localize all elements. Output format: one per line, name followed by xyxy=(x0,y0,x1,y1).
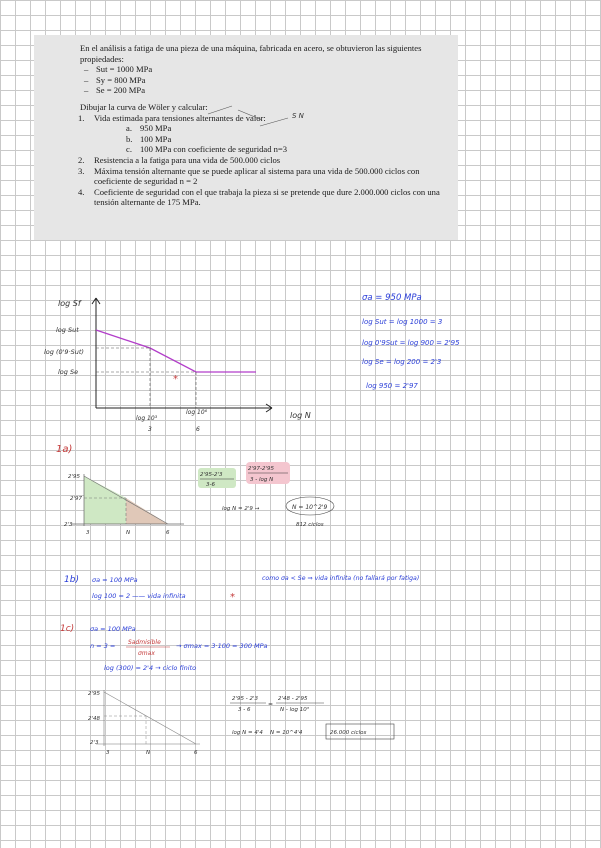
c-eq-result: log N = 4'4 xyxy=(232,730,263,736)
c-eq-bottom-left: 3 - 6 xyxy=(238,707,251,713)
task-number: 4. xyxy=(78,186,85,197)
green-fraction-bg xyxy=(198,468,236,488)
tick-value-3: 3 xyxy=(148,426,152,433)
task-number: 3. xyxy=(78,165,85,176)
tick-2-97: 2'97 xyxy=(70,496,83,502)
right-notes xyxy=(362,293,460,390)
tick-log-sut: log Sut xyxy=(56,326,79,334)
property-item: – Sy = 800 MPa xyxy=(80,75,448,86)
part-1b-line2: log 100 = 2 —— vida infinita xyxy=(92,592,186,600)
subtask-text: 100 MPa con coeficiente de seguridad n=3 xyxy=(140,144,288,155)
part-1c xyxy=(60,624,394,756)
tick-x-6: 6 xyxy=(166,530,170,536)
subtask-number: a. xyxy=(126,123,132,134)
c-tick-x-n: N xyxy=(146,750,151,756)
c-tick-2-3: 2'3 xyxy=(90,740,99,746)
task-text: Máxima tensión alternante que se puede aplicar al sistema para una vida de 500.000 ciclos con coeficiente de seguridad n = 2 xyxy=(94,165,420,187)
tick-value-6: 6 xyxy=(196,426,200,433)
woehler-sketch xyxy=(44,298,311,433)
part-1b-label: 1b) xyxy=(64,575,79,585)
tick-log-10-3: log 10³ xyxy=(136,415,158,422)
part-1c-frac-top: Sadmisible xyxy=(128,639,161,646)
problem-intro: En el análisis a fatiga de una pieza de una máquina, fabricada en acero, se obtuvieron las siguientes propiedades: xyxy=(80,43,422,64)
subtask-text: 950 MPa xyxy=(140,123,172,134)
subtask-text: 100 MPa xyxy=(140,133,172,144)
green-fraction-top: 2'95-2'3 xyxy=(200,472,223,478)
c-eq-top-left: 2'95 - 2'3 xyxy=(232,696,259,702)
part-1a-label: 1a) xyxy=(56,444,73,455)
c-tick-x-6: 6 xyxy=(194,750,198,756)
scribble-arrows xyxy=(208,106,288,126)
tick-log-se: log Se xyxy=(58,368,79,376)
c-eq-result-box: N = 10^4'4 xyxy=(270,730,303,736)
part-1c-label: 1c) xyxy=(60,624,75,634)
task-text: Coeficiente de seguridad con el que trabaja la pieza si se pretende que dure 2.000.000 ciclos con una tensión alternante de 175 MPa. xyxy=(94,186,440,208)
property-item: – Sut = 1000 MPa xyxy=(80,64,448,75)
y-axis-label: log Sf xyxy=(58,299,81,308)
problem-prompt: Dibujar la curva de Wöler y calcular: xyxy=(80,101,208,112)
infinite-life-marker: * xyxy=(173,374,178,385)
tick-x-3: 3 xyxy=(86,530,90,536)
part-1b-marker: * xyxy=(230,592,235,603)
svg-text:=: = xyxy=(268,701,274,708)
subtask-number: c. xyxy=(126,144,132,155)
c-tick-2-48: 2'48 xyxy=(88,716,101,722)
task-text: Vida estimada para tensiones alternantes de valor: xyxy=(94,112,266,123)
result-box: N = 10^2'9 xyxy=(292,504,328,511)
note-log-09sut: log 0'9Sut = log 900 = 2'95 xyxy=(362,339,460,347)
part-1c-line2a: n = 3 = xyxy=(90,642,116,650)
task-number: 2. xyxy=(78,154,85,165)
c-eq-top-right: 2'48 - 2'95 xyxy=(278,696,308,702)
note-log-sut: log Sut = log 1000 = 3 xyxy=(362,318,443,326)
x-axis-label: log N xyxy=(290,411,311,420)
part-1c-frac-bottom: σmax xyxy=(138,650,155,657)
part-1c-line3: log (300) = 2'4 → ciclo finito xyxy=(104,664,197,672)
task-text: Resistencia a la fatiga para una vida de 500.000 ciclos xyxy=(94,154,281,165)
c-eq-result-note: 26.000 ciclos xyxy=(330,730,367,736)
c-eq-bottom-right: N - log 10³ xyxy=(280,707,309,713)
task-number: 1. xyxy=(78,112,85,123)
woehler-curve xyxy=(96,330,256,372)
c-tick-2-95: 2'95 xyxy=(88,691,101,697)
part-1a xyxy=(56,444,334,536)
part-1b-note: como σa < Se ⇒ vida infinita (no fallará por fatiga) xyxy=(262,575,420,582)
note-log-se: log Se = log 200 = 2'3 xyxy=(362,358,442,366)
part-1c-line1: σa = 100 MPa xyxy=(90,625,136,633)
green-area xyxy=(84,476,126,524)
pink-fraction-top: 2'97-2'95 xyxy=(248,466,275,472)
tick-log-09sut: log (0'9·Sut) xyxy=(44,348,84,356)
result-note: 812 ciclos xyxy=(296,522,324,528)
pink-fraction-bottom: 3 - log N xyxy=(250,477,274,483)
part-1b xyxy=(64,574,419,603)
note-sigma-a: σa = 950 MPa xyxy=(362,293,422,303)
part-1c-line2b: → σmax = 3·100 = 300 MPa xyxy=(176,642,268,650)
property-item: – Se = 200 MPa xyxy=(80,85,448,96)
green-fraction-bottom: 3-6 xyxy=(206,482,215,488)
c-tick-x-3: 3 xyxy=(106,750,110,756)
tick-2-95: 2'95 xyxy=(68,474,81,480)
subtask-number: b. xyxy=(126,133,133,144)
part-1b-line1: σa = 100 MPa xyxy=(92,576,138,584)
tick-2-3: 2'3 xyxy=(64,522,73,528)
tick-x-n: N xyxy=(126,530,131,536)
result-line: log N = 2'9 → xyxy=(222,506,260,512)
note-log-950: log 950 = 2'97 xyxy=(366,382,418,390)
scribble-text: S N xyxy=(292,112,304,120)
tick-log-10-6: log 10⁶ xyxy=(186,409,208,416)
